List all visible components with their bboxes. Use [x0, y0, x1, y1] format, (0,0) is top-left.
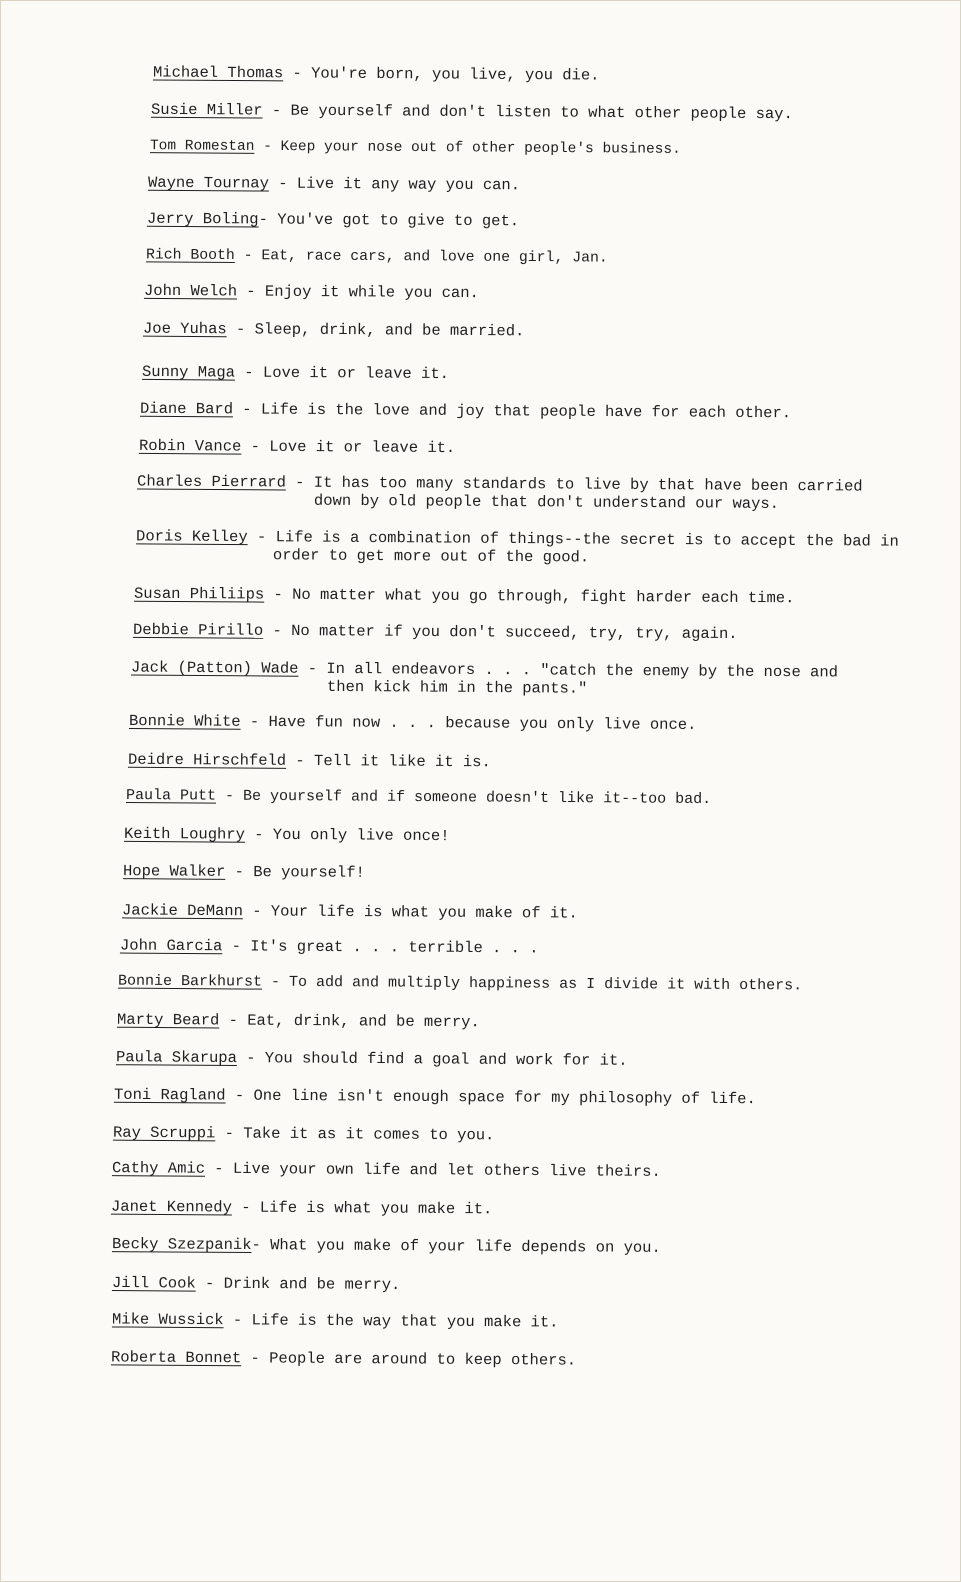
- entry-text: It has too many standards to live by that have been carried: [313, 473, 863, 496]
- entry-separator: -: [247, 528, 276, 547]
- entry-text: Be yourself!: [253, 863, 365, 882]
- entry-name: Joe Yuhas: [142, 319, 227, 339]
- entry-separator: -: [241, 1349, 270, 1368]
- entry: [118, 973, 802, 996]
- entry-text: You've got to give to get.: [277, 210, 520, 231]
- entry: [112, 1235, 661, 1257]
- entry-text: Love it or leave it.: [262, 363, 450, 384]
- entry-text: Life is what you make it.: [259, 1198, 493, 1219]
- entry: [146, 246, 608, 267]
- entry-separator: -: [264, 585, 293, 604]
- entry: [143, 320, 524, 341]
- entry-separator: -: [234, 248, 262, 265]
- entry-name: Cathy Amic: [111, 1159, 206, 1178]
- entry-name: Tom Romestan: [149, 138, 255, 155]
- entry-text: What you make of your life depends on you.: [270, 1236, 661, 1257]
- entry-name: Wayne Tournay: [147, 173, 269, 193]
- entry-name: Sunny Maga: [141, 362, 236, 382]
- entry-separator: -: [219, 1011, 248, 1030]
- entry-text: Take it as it comes to you.: [243, 1124, 495, 1145]
- entry: [126, 787, 711, 809]
- entry-name: Jill Cook: [111, 1273, 196, 1293]
- entry: [122, 901, 578, 922]
- entry-name: Deidre Hirschfeld: [127, 750, 287, 770]
- entry-separator: -: [298, 659, 327, 678]
- entry-text: Love it or leave it.: [269, 437, 456, 458]
- entry: [112, 1159, 661, 1181]
- entry-name: Bonnie Barkhurst: [117, 972, 263, 991]
- entry-separator: -: [268, 174, 297, 193]
- entry-separator: -: [215, 1124, 244, 1143]
- entry: [123, 862, 365, 882]
- entry: [139, 437, 455, 457]
- entry-name: Mike Wussick: [111, 1310, 224, 1330]
- entry: [111, 1348, 576, 1369]
- entry-separator: -: [258, 210, 278, 229]
- entry-text: You should find a goal and work for it.: [264, 1049, 628, 1070]
- entry: [112, 1274, 400, 1294]
- entry-name: Rich Booth: [145, 247, 235, 265]
- entry-text: Live it any way you can.: [296, 174, 521, 195]
- entry-name: Paula Skarupa: [115, 1048, 237, 1068]
- entry-separator: -: [285, 473, 314, 492]
- entry-name: Ray Scruppi: [112, 1123, 216, 1143]
- entry: [153, 63, 600, 84]
- entry-name: Charles Pierrard: [137, 472, 286, 492]
- entry-separator: -: [225, 1086, 254, 1105]
- entry: [134, 585, 795, 608]
- entry-name: Keith Loughry: [123, 824, 245, 844]
- entry-separator: -: [236, 282, 265, 301]
- entry: [112, 1310, 559, 1331]
- entry: [151, 101, 793, 123]
- entry-separator: -: [232, 400, 261, 419]
- entry-text: Life is a combination of things--the secret is to accept the bad in: [275, 528, 899, 551]
- entry: [129, 712, 697, 734]
- entry: [148, 174, 520, 195]
- entry-separator: -: [231, 1198, 260, 1217]
- entry-separator: -: [283, 64, 312, 83]
- entry: [147, 210, 519, 231]
- entry-separator: -: [234, 363, 263, 382]
- entry-separator: -: [236, 1049, 265, 1068]
- entry-name: Paula Putt: [125, 786, 217, 805]
- entry-name: Jack (Patton) Wade: [131, 658, 299, 678]
- entry-text: Life is the way that you make it.: [251, 1311, 559, 1332]
- entry-name: Michael Thomas: [152, 63, 284, 83]
- entry: [136, 527, 899, 568]
- entry-name: Hope Walker: [122, 862, 226, 881]
- entry-text-continued: then kick him in the pants.": [326, 677, 588, 698]
- entry-name: Jackie DeMann: [121, 901, 243, 921]
- entry-name: Toni Ragland: [113, 1085, 226, 1105]
- entry: [128, 751, 491, 772]
- entry-text: Life is the love and joy that people have for each other.: [260, 400, 792, 423]
- entry-name: Bonnie White: [128, 712, 241, 731]
- entry-text: Eat, race cars, and love one girl, Jan.: [261, 248, 608, 267]
- entry-separator: -: [262, 101, 291, 120]
- entry-name: Debbie Pirillo: [132, 620, 264, 640]
- entry-separator: -: [223, 1311, 252, 1330]
- entry-separator: -: [195, 1274, 224, 1293]
- entry-text: People are around to keep others.: [269, 1349, 577, 1370]
- entry: [144, 282, 479, 302]
- entry-text: Your life is what you make of it.: [270, 902, 578, 923]
- entry-text: Live your own life and let others live theirs.: [232, 1159, 661, 1181]
- entry: [111, 1198, 492, 1219]
- entry-name: John Garcia: [119, 936, 223, 956]
- entry-name: Robin Vance: [138, 436, 242, 456]
- entry: [120, 937, 539, 958]
- entry-text: It's great . . . terrible . . .: [250, 937, 539, 958]
- entry-separator: -: [240, 712, 269, 731]
- entry-name: Marty Beard: [116, 1010, 220, 1030]
- entry-text: Tell it like it is.: [313, 752, 491, 772]
- entry-text: Keep your nose out of other people's business.: [280, 139, 681, 158]
- entry-separator: -: [261, 973, 290, 991]
- entry: [150, 137, 681, 159]
- entry-name: Becky Szezpanik: [111, 1235, 252, 1255]
- entry-name: Susan Philiips: [133, 584, 265, 604]
- entry: [124, 825, 450, 845]
- entry-separator: -: [225, 862, 254, 882]
- entry: [117, 1011, 480, 1032]
- entry-separator: -: [242, 902, 271, 921]
- entry: [116, 1048, 628, 1070]
- entry-text: To add and multiply happiness as I divide it with others.: [288, 973, 803, 995]
- entry-text: Sleep, drink, and be married.: [254, 320, 525, 341]
- entry: [113, 1124, 495, 1145]
- entry-name: John Welch: [143, 281, 238, 301]
- entry: [133, 621, 738, 643]
- entry-separator: -: [254, 138, 281, 156]
- entry-text: You're born, you live, you die.: [311, 64, 600, 85]
- entry-text: No matter what you go through, fight harder each time.: [292, 585, 795, 608]
- entry-name: Diane Bard: [139, 399, 234, 419]
- entry-name: Janet Kennedy: [110, 1197, 232, 1217]
- entry-separator: -: [244, 825, 273, 844]
- entry-separator: -: [286, 751, 315, 771]
- entry-separator: -: [241, 437, 270, 456]
- entry: [131, 659, 838, 700]
- entry-separator: -: [251, 1236, 271, 1255]
- entry-separator: -: [215, 787, 244, 805]
- entry-name: Susie Miller: [150, 100, 263, 120]
- entry-separator: -: [226, 320, 255, 339]
- entry-text: Have fun now . . . because you only live once.: [268, 712, 697, 734]
- entry-text: Eat, drink, and be merry.: [247, 1011, 480, 1032]
- entry: [140, 400, 791, 423]
- entry-name: Roberta Bonnet: [110, 1348, 242, 1368]
- entry-text: In all endeavors . . . "catch the enemy by the nose and: [326, 659, 839, 682]
- entry-separator: -: [204, 1159, 233, 1178]
- entry-text: Be yourself and if someone doesn't like it--too bad.: [242, 787, 712, 809]
- entry-name: Jerry Boling: [146, 209, 259, 229]
- entry-text: One line isn't enough space for my philosophy of life.: [253, 1086, 756, 1109]
- entry: [114, 1086, 756, 1108]
- entry-separator: -: [222, 937, 251, 956]
- entry-text: Enjoy it while you can.: [264, 282, 479, 303]
- entry-name: Doris Kelley: [136, 527, 248, 547]
- entry-text: Be yourself and don't listen to what other people say.: [290, 101, 793, 124]
- entry-text: You only live once!: [272, 825, 450, 846]
- entry: [137, 472, 863, 513]
- entry-text: No matter if you don't succeed, try, try, again.: [291, 621, 738, 644]
- entry-text-continued: order to get more out of the good.: [272, 546, 590, 567]
- entry: [142, 363, 449, 383]
- entry-separator: -: [263, 621, 292, 640]
- entry-text-continued: down by old people that don't understand our ways.: [313, 491, 780, 513]
- entry-text: Drink and be merry.: [223, 1274, 401, 1295]
